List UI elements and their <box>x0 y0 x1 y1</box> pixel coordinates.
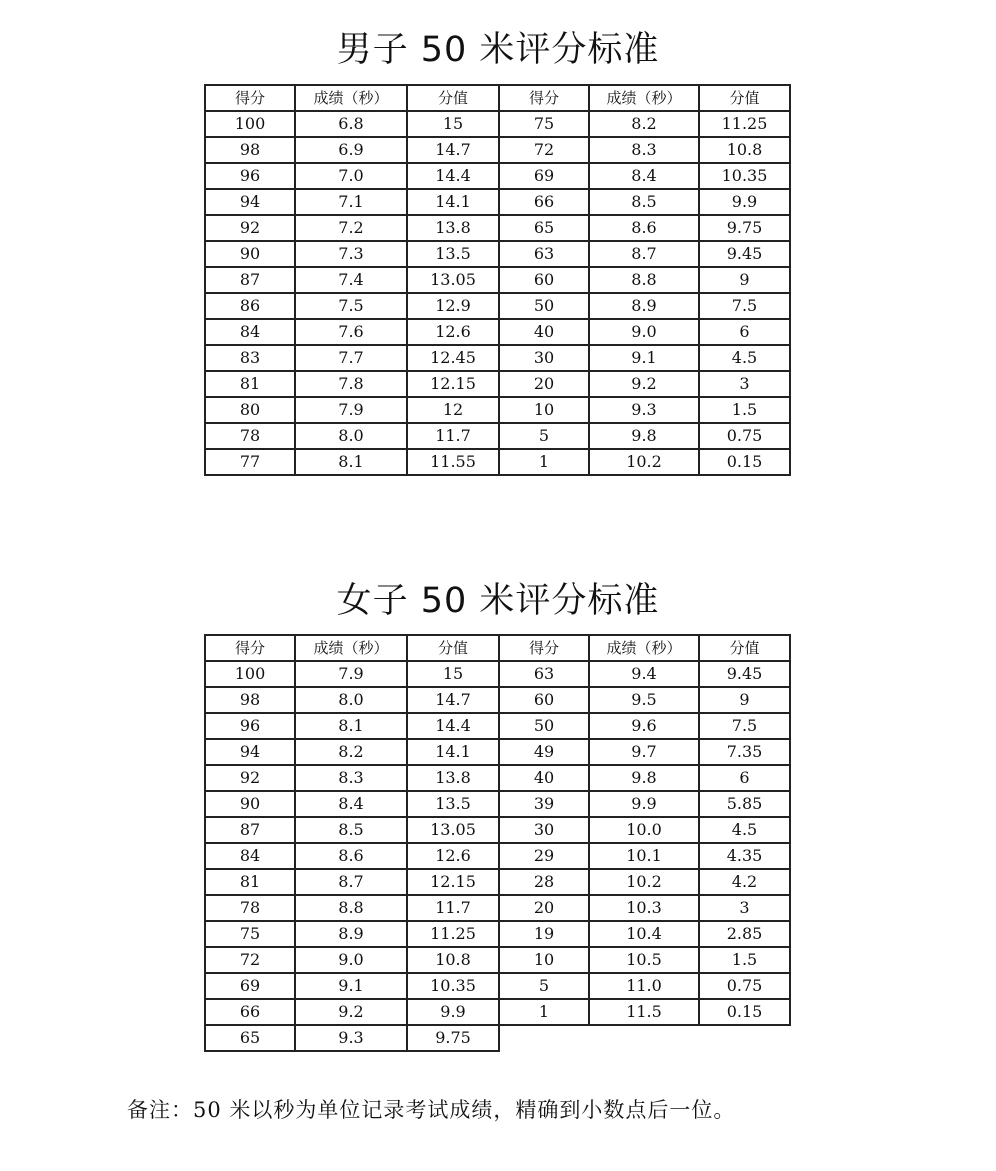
column-header: 成绩（秒） <box>295 85 407 111</box>
table-cell: 4.35 <box>699 843 790 869</box>
table-cell: 5 <box>499 973 589 999</box>
table-cell: 40 <box>499 765 589 791</box>
table-cell: 7.9 <box>295 397 407 423</box>
table-cell: 77 <box>205 449 295 475</box>
table-cell: 1.5 <box>699 947 790 973</box>
table-cell: 0.75 <box>699 973 790 999</box>
table-row <box>205 791 790 817</box>
table-cell: 8.2 <box>295 739 407 765</box>
table-cell: 7.6 <box>295 319 407 345</box>
table-cell: 10.3 <box>589 895 699 921</box>
table-cell: 10.2 <box>589 449 699 475</box>
table-cell: 19 <box>499 921 589 947</box>
table-cell: 5 <box>499 423 589 449</box>
table-cell: 9 <box>699 687 790 713</box>
table-cell: 83 <box>205 345 295 371</box>
table-cell: 9.9 <box>407 999 499 1025</box>
table-cell: 0.75 <box>699 423 790 449</box>
table-cell: 30 <box>499 345 589 371</box>
table-cell: 11.25 <box>699 111 790 137</box>
table-cell: 15 <box>407 111 499 137</box>
table-row <box>205 999 790 1025</box>
table-cell: 9.7 <box>589 739 699 765</box>
column-header: 得分 <box>205 635 295 661</box>
table-cell: 60 <box>499 687 589 713</box>
female-scoring-table <box>204 634 791 1052</box>
table-cell: 7.0 <box>295 163 407 189</box>
table-cell: 10.4 <box>589 921 699 947</box>
table-cell: 8.3 <box>589 137 699 163</box>
table-cell: 7.5 <box>295 293 407 319</box>
table-cell: 98 <box>205 137 295 163</box>
table-cell: 10 <box>499 397 589 423</box>
table-cell: 20 <box>499 895 589 921</box>
table-cell: 84 <box>205 319 295 345</box>
table-cell: 66 <box>205 999 295 1025</box>
table-cell: 10.2 <box>589 869 699 895</box>
table-cell: 86 <box>205 293 295 319</box>
table-cell: 94 <box>205 189 295 215</box>
table-cell: 3 <box>699 371 790 397</box>
table-cell: 7.5 <box>699 713 790 739</box>
table-cell: 6 <box>699 319 790 345</box>
table-row <box>205 947 790 973</box>
table-cell: 69 <box>499 163 589 189</box>
column-header: 成绩（秒） <box>589 85 699 111</box>
column-header: 分值 <box>699 635 790 661</box>
table-cell: 78 <box>205 423 295 449</box>
table-cell: 10.35 <box>407 973 499 999</box>
table-row <box>205 661 790 687</box>
table-cell: 8.5 <box>295 817 407 843</box>
table-cell: 8.0 <box>295 423 407 449</box>
table-cell: 72 <box>205 947 295 973</box>
table-cell: 7.7 <box>295 345 407 371</box>
table-row <box>205 921 790 947</box>
column-header: 得分 <box>499 85 589 111</box>
table-row <box>205 895 790 921</box>
table-cell: 87 <box>205 817 295 843</box>
table-cell: 80 <box>205 397 295 423</box>
table-cell: 8.7 <box>589 241 699 267</box>
header-row <box>205 635 790 661</box>
table-cell: 40 <box>499 319 589 345</box>
table-cell: 8.4 <box>295 791 407 817</box>
table-cell: 96 <box>205 713 295 739</box>
table-cell: 7.9 <box>295 661 407 687</box>
table-cell: 9.8 <box>589 423 699 449</box>
table-cell: 10.8 <box>699 137 790 163</box>
table-cell: 94 <box>205 739 295 765</box>
table-cell: 0.15 <box>699 999 790 1025</box>
table-cell: 11.55 <box>407 449 499 475</box>
table-cell: 12.45 <box>407 345 499 371</box>
column-header: 成绩（秒） <box>295 635 407 661</box>
male-scoring-table <box>204 84 791 476</box>
table-row <box>205 241 790 267</box>
table-cell: 12 <box>407 397 499 423</box>
empty-cell <box>589 1025 699 1051</box>
table-cell: 13.5 <box>407 791 499 817</box>
table-row <box>205 765 790 791</box>
column-header: 成绩（秒） <box>589 635 699 661</box>
table-cell: 14.7 <box>407 137 499 163</box>
table-cell: 60 <box>499 267 589 293</box>
table-cell: 65 <box>499 215 589 241</box>
female-table-title: 女子 50 米评分标准 <box>336 581 660 621</box>
table-cell: 12.6 <box>407 843 499 869</box>
table-cell: 12.6 <box>407 319 499 345</box>
table-cell: 11.25 <box>407 921 499 947</box>
table-cell: 9.8 <box>589 765 699 791</box>
table-cell: 11.7 <box>407 895 499 921</box>
table-cell: 69 <box>205 973 295 999</box>
table-cell: 10.5 <box>589 947 699 973</box>
table-cell: 92 <box>205 215 295 241</box>
table-cell: 9.45 <box>699 661 790 687</box>
table-row <box>205 319 790 345</box>
table-cell: 49 <box>499 739 589 765</box>
column-header: 得分 <box>205 85 295 111</box>
table-cell: 50 <box>499 293 589 319</box>
table-cell: 90 <box>205 241 295 267</box>
table-cell: 8.0 <box>295 687 407 713</box>
table-cell: 8.1 <box>295 713 407 739</box>
table-cell: 11.7 <box>407 423 499 449</box>
table-cell: 72 <box>499 137 589 163</box>
table-cell: 90 <box>205 791 295 817</box>
table-cell: 8.3 <box>295 765 407 791</box>
table-cell: 1 <box>499 449 589 475</box>
table-cell: 9.9 <box>699 189 790 215</box>
table-cell: 9.9 <box>589 791 699 817</box>
table-cell: 9.45 <box>699 241 790 267</box>
empty-cell <box>499 1025 589 1051</box>
table-cell: 39 <box>499 791 589 817</box>
table-row <box>205 397 790 423</box>
table-cell: 66 <box>499 189 589 215</box>
table-cell: 6 <box>699 765 790 791</box>
column-header: 得分 <box>499 635 589 661</box>
table-row <box>205 137 790 163</box>
table-cell: 9.5 <box>589 687 699 713</box>
table-cell: 10.1 <box>589 843 699 869</box>
table-cell: 28 <box>499 869 589 895</box>
table-row <box>205 739 790 765</box>
table-cell: 10.35 <box>699 163 790 189</box>
table-cell: 13.8 <box>407 215 499 241</box>
table-row <box>205 215 790 241</box>
table-row <box>205 713 790 739</box>
table-cell: 1.5 <box>699 397 790 423</box>
table-cell: 9.4 <box>589 661 699 687</box>
table-cell: 63 <box>499 241 589 267</box>
table-cell: 9 <box>699 267 790 293</box>
table-cell: 14.1 <box>407 189 499 215</box>
table-cell: 4.5 <box>699 817 790 843</box>
table-row <box>205 843 790 869</box>
table-cell: 7.1 <box>295 189 407 215</box>
table-cell: 4.5 <box>699 345 790 371</box>
table-cell: 65 <box>205 1025 295 1051</box>
table-row <box>205 973 790 999</box>
table-cell: 13.05 <box>407 267 499 293</box>
table-cell: 10 <box>499 947 589 973</box>
table-row <box>205 293 790 319</box>
table-row <box>205 449 790 475</box>
column-header: 分值 <box>407 635 499 661</box>
table-row <box>205 163 790 189</box>
table-cell: 8.7 <box>295 869 407 895</box>
table-cell: 75 <box>205 921 295 947</box>
table-cell: 9.3 <box>295 1025 407 1051</box>
table-cell: 12.15 <box>407 371 499 397</box>
table-cell: 50 <box>499 713 589 739</box>
table-cell: 13.05 <box>407 817 499 843</box>
table-cell: 84 <box>205 843 295 869</box>
table-cell: 92 <box>205 765 295 791</box>
table-cell: 9.2 <box>589 371 699 397</box>
table-row <box>205 371 790 397</box>
table-cell: 4.2 <box>699 869 790 895</box>
table-cell: 20 <box>499 371 589 397</box>
table-cell: 7.3 <box>295 241 407 267</box>
table-cell: 9.3 <box>589 397 699 423</box>
table-cell: 81 <box>205 371 295 397</box>
table-cell: 81 <box>205 869 295 895</box>
table-cell: 8.8 <box>295 895 407 921</box>
table-cell: 87 <box>205 267 295 293</box>
table-cell: 14.1 <box>407 739 499 765</box>
table-cell: 9.0 <box>589 319 699 345</box>
table-cell: 5.85 <box>699 791 790 817</box>
table-cell: 96 <box>205 163 295 189</box>
table-cell: 8.6 <box>295 843 407 869</box>
table-cell: 2.85 <box>699 921 790 947</box>
table-cell: 11.5 <box>589 999 699 1025</box>
table-cell: 13.8 <box>407 765 499 791</box>
column-header: 分值 <box>407 85 499 111</box>
table-row <box>205 687 790 713</box>
table-cell: 0.15 <box>699 449 790 475</box>
table-cell: 6.9 <box>295 137 407 163</box>
table-row <box>205 267 790 293</box>
table-cell: 11.0 <box>589 973 699 999</box>
table-row <box>205 423 790 449</box>
table-cell: 7.4 <box>295 267 407 293</box>
table-cell: 29 <box>499 843 589 869</box>
table-cell: 8.2 <box>589 111 699 137</box>
table-cell: 3 <box>699 895 790 921</box>
column-header: 分值 <box>699 85 790 111</box>
table-cell: 9.75 <box>699 215 790 241</box>
table-cell: 78 <box>205 895 295 921</box>
table-cell: 14.4 <box>407 163 499 189</box>
table-cell: 7.8 <box>295 371 407 397</box>
footnote: 备注：50 米以秒为单位记录考试成绩，精确到小数点后一位。 <box>127 1098 736 1122</box>
table-cell: 7.35 <box>699 739 790 765</box>
table-cell: 8.9 <box>295 921 407 947</box>
table-cell: 12.9 <box>407 293 499 319</box>
table-cell: 13.5 <box>407 241 499 267</box>
table-cell: 8.9 <box>589 293 699 319</box>
table-cell: 12.15 <box>407 869 499 895</box>
table-cell: 9.2 <box>295 999 407 1025</box>
table-cell: 9.0 <box>295 947 407 973</box>
table-cell: 100 <box>205 661 295 687</box>
table-row <box>205 817 790 843</box>
table-cell: 8.4 <box>589 163 699 189</box>
empty-cell <box>699 1025 790 1051</box>
table-row <box>205 1025 790 1051</box>
table-cell: 8.5 <box>589 189 699 215</box>
table-cell: 7.5 <box>699 293 790 319</box>
table-cell: 14.4 <box>407 713 499 739</box>
table-row <box>205 345 790 371</box>
table-cell: 8.8 <box>589 267 699 293</box>
table-cell: 98 <box>205 687 295 713</box>
table-cell: 1 <box>499 999 589 1025</box>
table-row <box>205 189 790 215</box>
table-cell: 9.1 <box>589 345 699 371</box>
table-cell: 15 <box>407 661 499 687</box>
table-cell: 8.6 <box>589 215 699 241</box>
table-cell: 9.75 <box>407 1025 499 1051</box>
header-row <box>205 85 790 111</box>
table-cell: 9.6 <box>589 713 699 739</box>
table-cell: 8.1 <box>295 449 407 475</box>
table-cell: 9.1 <box>295 973 407 999</box>
table-cell: 30 <box>499 817 589 843</box>
table-cell: 14.7 <box>407 687 499 713</box>
table-cell: 7.2 <box>295 215 407 241</box>
table-cell: 6.8 <box>295 111 407 137</box>
table-cell: 10.8 <box>407 947 499 973</box>
table-cell: 63 <box>499 661 589 687</box>
table-row <box>205 869 790 895</box>
table-cell: 100 <box>205 111 295 137</box>
male-table-title: 男子 50 米评分标准 <box>336 30 660 70</box>
table-row <box>205 111 790 137</box>
table-cell: 75 <box>499 111 589 137</box>
table-cell: 10.0 <box>589 817 699 843</box>
